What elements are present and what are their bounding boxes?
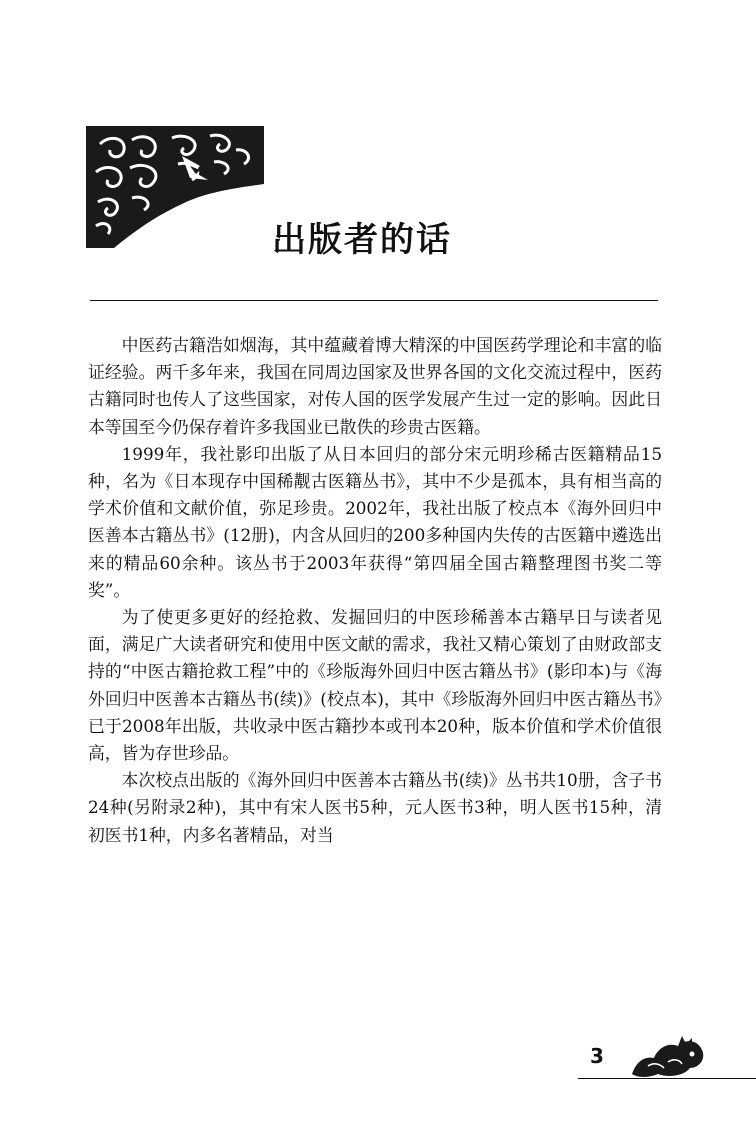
paragraph: 中医药古籍浩如烟海，其中蕴藏着博大精深的中国医药学理论和丰富的临证经验。两千多年来，我国在同周边国家及世界各国的文化交流过程中，医药古籍同时也传人了这些国家，对传人国的医学发展产生过一定的影响。因此日本等国至今仍保存着许多我国业已散佚的珍贵古医籍。 (88, 335, 662, 437)
paragraph: 为了使更多更好的经抢救、发掘回归的中医珍稀善本古籍早日与读者见面，满足广大读者研究和使用中医文献的需求，我社又精心策划了由财政部支持的“中医古籍抢救工程”中的《珍版海外回归中医古籍丛书》(影印本)与《海外回归中医善本古籍丛书(续)》(校点本)，其中《珍版海外回归中医古籍丛书》已于2008年出版，共收录中医古籍抄本或刊本20种，版本价值和学术价值很高，皆为存世珍品。 (88, 607, 662, 764)
page-number: 3 (590, 1044, 604, 1068)
header-divider (90, 300, 658, 301)
body-text (88, 332, 662, 849)
cloud-scroll-ornament-icon (86, 126, 264, 248)
footer-rule (578, 1078, 756, 1079)
paragraph: 本次校点出版的《海外回归中医善本古籍丛书(续)》丛书共10册，含子书24种(另附录2种)，其中有宋人医书5种，元人医书3种，明人医书15种，清初医书1种，内多名著精品，对当 (88, 770, 662, 845)
paragraph: 1999年，我社影印出版了从日本回归的部分宋元明珍稀古医籍精品15种，名为《日本现存中国稀觏古医籍丛书》，其中不少是孤本，具有相当高的学术价值和文献价值，弥足珍贵。2002年，我社出版了校点本《海外回归中医善本古籍丛书》(12册)，内含从回归的200多种国内失传的古医籍中遴选出来的精品60余种。该丛书于2003年获得“第四届全国古籍整理图书奖二等奖”。 (88, 443, 662, 600)
page-title: 出版者的话 (272, 220, 452, 260)
dragon-ornament-icon (628, 1034, 708, 1078)
